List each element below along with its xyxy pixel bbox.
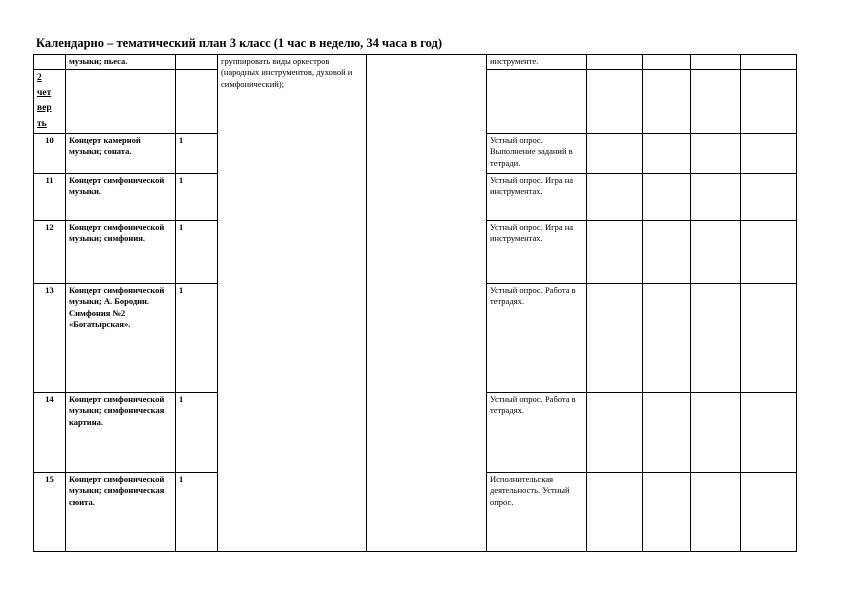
- topic-cell: Концерт симфонической музыки; симфоническая картина.: [66, 392, 176, 472]
- merged-empty-cell: [367, 55, 487, 552]
- empty-cell: [691, 283, 741, 392]
- hours-cell: [176, 55, 218, 70]
- topic-cell: Концерт камерной музыки; соната.: [66, 133, 176, 173]
- empty-cell: [643, 472, 691, 551]
- num-cell: 10: [34, 133, 66, 173]
- topic-cell: Концерт симфонической музыки; А. Бородин. Симфония №2 «Богатырская».: [66, 283, 176, 392]
- hours-cell: 1: [176, 220, 218, 283]
- empty-cell: [587, 173, 643, 220]
- control-cell: инструменте.: [487, 55, 587, 70]
- empty-cell: [643, 173, 691, 220]
- empty-cell: [587, 55, 643, 70]
- empty-cell: [487, 70, 587, 134]
- empty-cell: [741, 55, 797, 70]
- empty-cell: [643, 133, 691, 173]
- plan-table: [33, 54, 797, 552]
- empty-cell: [691, 173, 741, 220]
- empty-cell: [691, 70, 741, 134]
- empty-cell: [587, 392, 643, 472]
- empty-cell: [587, 70, 643, 134]
- empty-cell: [741, 70, 797, 134]
- empty-cell: [691, 55, 741, 70]
- control-cell: Устный опрос. Игра на инструментах.: [487, 220, 587, 283]
- empty-cell: [741, 220, 797, 283]
- empty-cell: [66, 70, 176, 134]
- empty-cell: [741, 173, 797, 220]
- num-cell: [34, 55, 66, 70]
- hours-cell: 1: [176, 472, 218, 551]
- num-cell: 15: [34, 472, 66, 551]
- topic-cell: Концерт симфонической музыки; симфоническая сюита.: [66, 472, 176, 551]
- empty-cell: [741, 392, 797, 472]
- hours-cell: 1: [176, 283, 218, 392]
- empty-cell: [741, 133, 797, 173]
- empty-cell: [587, 472, 643, 551]
- empty-cell: [691, 220, 741, 283]
- skills-cell: группировать виды оркестров (народных инструментов, духовой и симфонический);: [218, 55, 367, 552]
- empty-cell: [643, 283, 691, 392]
- quarter-label-part: ть: [37, 118, 47, 129]
- num-cell: 12: [34, 220, 66, 283]
- empty-cell: [691, 392, 741, 472]
- quarter-label-part: вер: [37, 103, 52, 114]
- empty-cell: [741, 472, 797, 551]
- empty-cell: [643, 392, 691, 472]
- topic-cell: Концерт симфонической музыки.: [66, 173, 176, 220]
- empty-cell: [643, 70, 691, 134]
- empty-cell: [176, 70, 218, 134]
- empty-cell: [587, 133, 643, 173]
- table-row: [34, 55, 797, 70]
- empty-cell: [741, 283, 797, 392]
- hours-cell: 1: [176, 392, 218, 472]
- num-cell: 13: [34, 283, 66, 392]
- quarter-label: [34, 70, 66, 134]
- empty-cell: [587, 220, 643, 283]
- control-cell: Устный опрос. Работа в тетрадях.: [487, 392, 587, 472]
- empty-cell: [691, 472, 741, 551]
- empty-cell: [691, 133, 741, 173]
- control-cell: Устный опрос. Работа в тетрадях.: [487, 283, 587, 392]
- topic-cell: музыки; пьеса.: [66, 55, 176, 70]
- quarter-label-part: чет: [37, 88, 52, 99]
- quarter-label-part: 2: [37, 73, 42, 83]
- control-cell: Устный опрос. Игра на инструментах.: [487, 173, 587, 220]
- hours-cell: 1: [176, 173, 218, 220]
- topic-cell: Концерт симфонической музыки; симфония.: [66, 220, 176, 283]
- num-cell: 11: [34, 173, 66, 220]
- control-cell: Устный опрос. Выполнение заданий в тетради.: [487, 133, 587, 173]
- empty-cell: [643, 220, 691, 283]
- num-cell: 14: [34, 392, 66, 472]
- hours-cell: 1: [176, 133, 218, 173]
- empty-cell: [643, 55, 691, 70]
- empty-cell: [587, 283, 643, 392]
- control-cell: Исполнительская деятельность. Устный опрос.: [487, 472, 587, 551]
- page-title: Календарно – тематический план 3 класс (1 час в неделю, 34 часа в год): [36, 36, 443, 50]
